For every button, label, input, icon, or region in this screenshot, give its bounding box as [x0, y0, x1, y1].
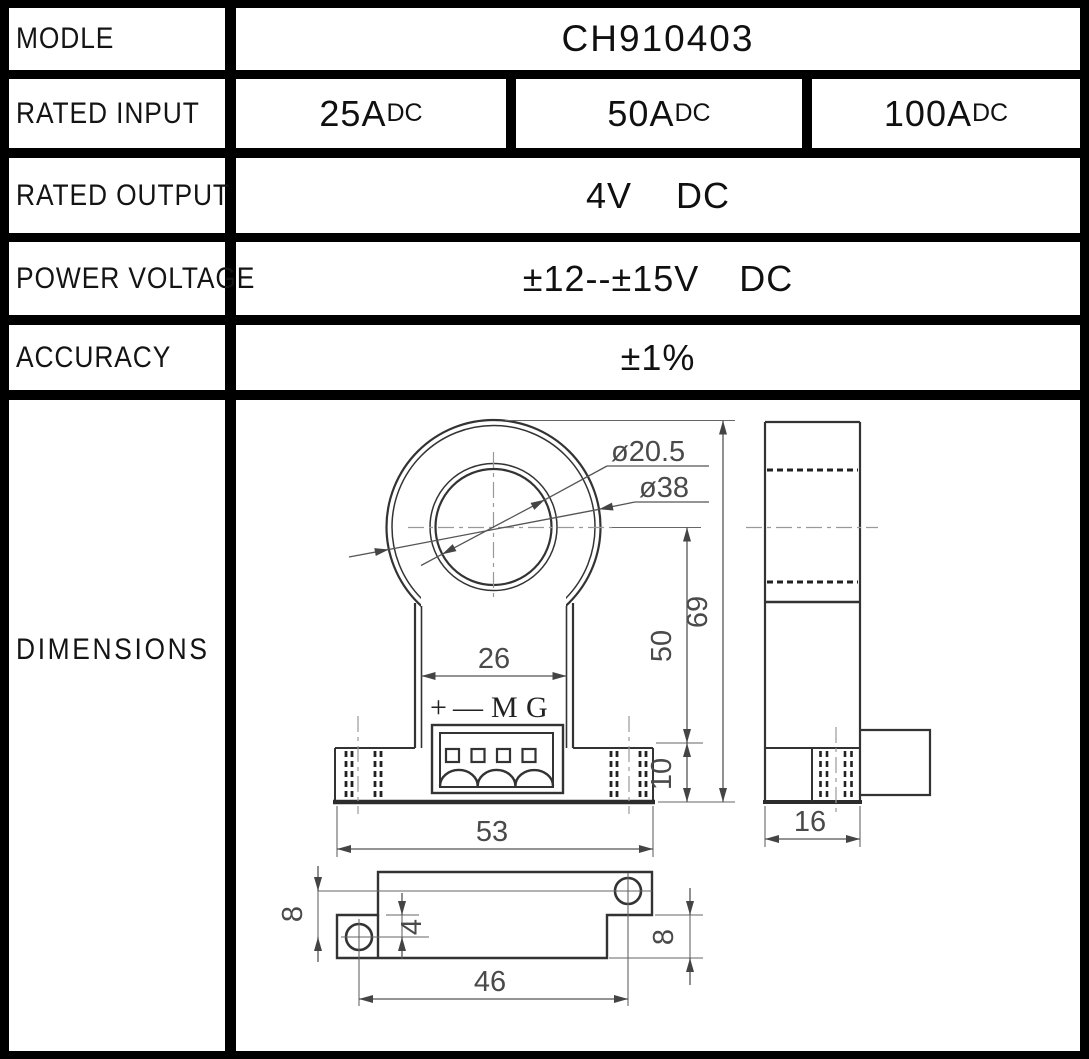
dim-side-thickness [765, 806, 860, 847]
input-cell-separator-2 [802, 70, 812, 158]
model-value-cell [236, 8, 1080, 70]
dim-base-width [337, 806, 653, 857]
mounting-base [333, 716, 655, 814]
dim-center-to-base [646, 528, 703, 744]
input-cell-separator-1 [506, 70, 516, 158]
dim-outer-diameter [349, 472, 709, 557]
terminal-plus: + [430, 691, 447, 724]
rated-output-unit: DC [676, 174, 731, 216]
bottom-view [277, 866, 703, 1006]
rated-input-25 [236, 79, 506, 148]
model-value: CH910403 [561, 18, 755, 59]
dim-label-26: 26 [477, 643, 511, 675]
dim-label-16: 16 [793, 806, 827, 838]
rated-input-25-value: 25A [319, 92, 387, 134]
side-connector-tab [860, 730, 930, 795]
terminal-g: G [526, 691, 548, 724]
connector-scallops [440, 770, 553, 786]
row-separator-2 [0, 148, 1089, 158]
dim-slot-to-hole [386, 893, 428, 959]
rated-input-100-unit: DC [971, 99, 1009, 127]
rated-input-50-unit: DC [674, 99, 711, 127]
terminal-markings [430, 691, 548, 724]
power-voltage-label-text: POWER VOLTAGE [16, 262, 256, 295]
dim-hole-spacing [359, 966, 628, 999]
row-label-rated-output [16, 158, 230, 233]
row-label-accuracy [16, 325, 221, 390]
row-label-rated-input [16, 79, 221, 148]
dim-label-53: 53 [475, 816, 509, 848]
rated-input-50 [516, 79, 802, 148]
accuracy-value: ±1% [620, 336, 696, 378]
pin-1 [446, 749, 459, 762]
pin-4 [523, 749, 536, 762]
side-view [746, 422, 930, 847]
row-label-model [16, 8, 221, 70]
power-voltage-cell [236, 243, 1080, 315]
border-top [0, 0, 1089, 8]
column-separator [225, 0, 236, 1059]
row-label-dimensions [16, 400, 221, 900]
pin-2 [472, 749, 485, 762]
power-voltage-unit: DC [739, 258, 794, 299]
accuracy-label-text: ACCURACY [16, 340, 172, 374]
rated-output-value: 4V [585, 174, 633, 216]
rated-input-25-unit: DC [386, 99, 423, 127]
row-separator-1 [0, 70, 1089, 79]
dim-label-dia-38: ø38 [639, 472, 689, 504]
model-label-text: MODLE [16, 22, 115, 55]
border-left [0, 0, 9, 1059]
dim-label-69: 69 [682, 595, 714, 629]
rated-output-label-text: RATED OUTPUT [16, 178, 230, 212]
terminal-connector [432, 725, 563, 793]
dim-label-dia-20-5: ø20.5 [611, 436, 686, 468]
dim-body-width [422, 643, 567, 676]
dim-label-50: 50 [646, 629, 678, 663]
border-bottom [0, 1051, 1089, 1059]
row-label-power-voltage [16, 243, 256, 315]
dimensions-drawing [236, 400, 1080, 1051]
dim-label-4: 4 [396, 918, 428, 936]
row-separator-4 [0, 315, 1089, 325]
rated-input-50-value: 50A [607, 92, 675, 134]
row-separator-3 [0, 233, 1089, 242]
power-voltage-value: ±12--±15V [522, 258, 700, 299]
row-separator-5 [0, 390, 1089, 400]
rated-input-100 [812, 79, 1080, 148]
footprint-outline [337, 872, 652, 958]
terminal-minus: — [453, 691, 483, 724]
dim-label-8-right: 8 [648, 928, 680, 946]
rated-input-label-text: RATED INPUT [16, 96, 200, 130]
dim-label-46: 46 [473, 966, 507, 998]
rated-output-cell [236, 158, 1080, 233]
front-view [333, 420, 735, 857]
rated-input-100-value: 100A [883, 92, 972, 134]
accuracy-cell [236, 325, 1080, 390]
dim-label-8-left: 8 [277, 905, 309, 923]
dim-edge-to-hole [277, 866, 318, 962]
dimensions-label-text: DIMENSIONS [16, 633, 210, 666]
border-right [1080, 0, 1089, 1059]
pin-3 [497, 749, 510, 762]
dim-label-10: 10 [646, 757, 678, 791]
terminal-m: M [491, 691, 518, 724]
